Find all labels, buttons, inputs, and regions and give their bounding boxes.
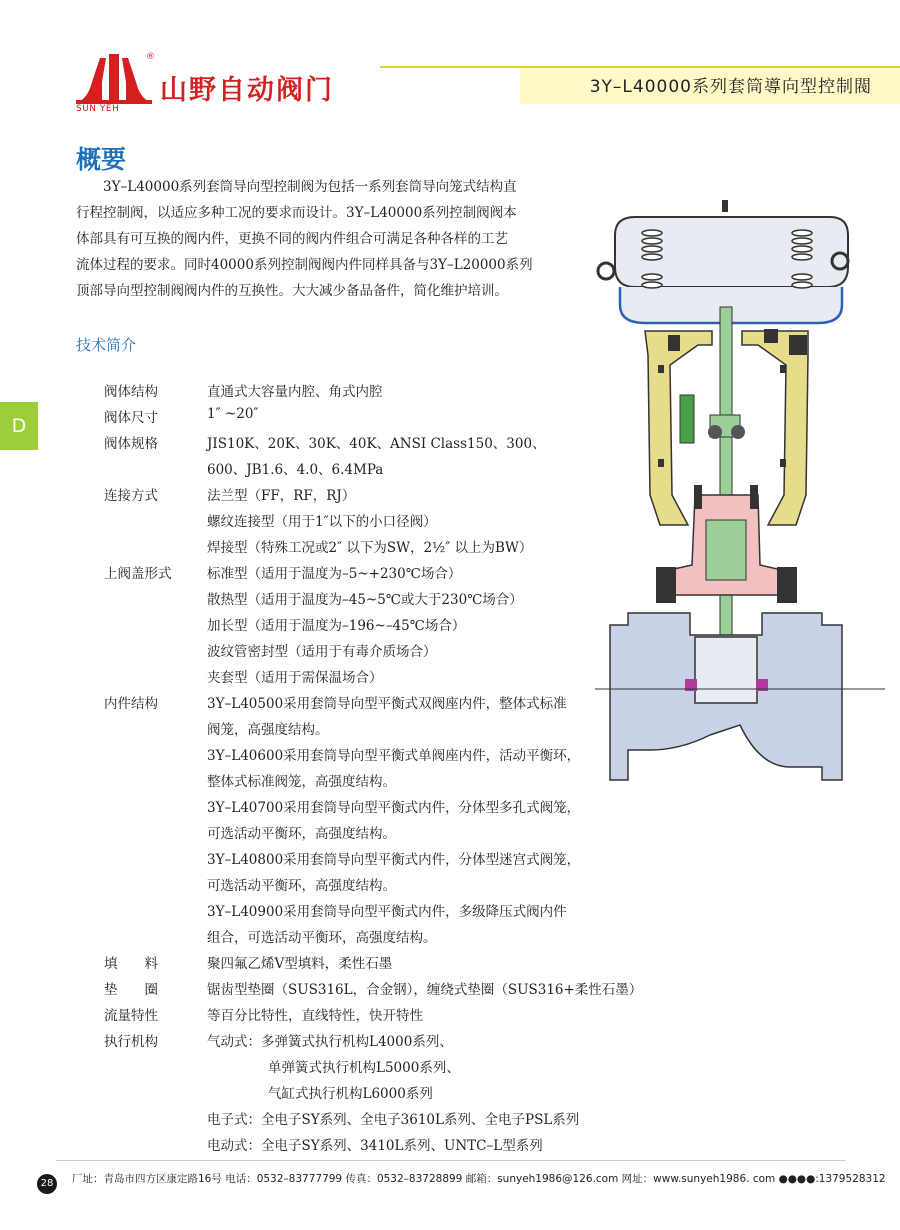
spec-value: 气缸式执行机构L6000系列 (268, 1086, 433, 1102)
spec-value: 3Y–L40500采用套筒导向型平衡式双阀座内件，整体式标准 (207, 696, 567, 712)
spring-left (642, 230, 662, 288)
spec-value: 锯齿型垫圈（SUS316L，合金钢），缠绕式垫圈（SUS316+柔性石墨） (207, 982, 643, 998)
spec-value: 阀笼，高强度结构。 (207, 722, 329, 738)
spec-row (0, 740, 640, 766)
spec-value: 波纹管密封型（适用于有毒介质场合） (207, 644, 437, 660)
valve-cage (695, 637, 757, 703)
spec-value: 电子式：全电子SY系列、全电子3610L系列、全电子PSL系列 (207, 1112, 580, 1128)
spec-row (0, 1000, 640, 1026)
page-header (0, 0, 900, 125)
lifting-eye-left (598, 263, 614, 279)
spec-value: 组合，可选活动平衡环，高强度结构。 (207, 930, 437, 946)
spec-row (0, 506, 640, 532)
spec-value: 3Y–L40800采用套筒导向型平衡式内件，分体型迷宫式阀笼， (207, 852, 581, 868)
spec-value: 法兰型（FF，RF，RJ） (207, 488, 356, 504)
spec-row (0, 610, 640, 636)
spec-value: 加长型（适用于温度为–196~–45℃场合） (207, 618, 466, 634)
spec-label: 阀体规格 (104, 436, 158, 452)
spec-row (0, 532, 640, 558)
overview-title: 概要 (76, 145, 127, 174)
spec-row (0, 844, 640, 870)
overview-line: 体部具有可互换的阀内件，更换不同的阀内件组合可满足各种各样的工艺 (76, 231, 508, 247)
spec-value: 1″ ~20″ (207, 406, 259, 422)
spec-label: 流量特性 (104, 1008, 158, 1024)
spec-value: 600、JB1.6、4.0、6.4MPa (207, 462, 384, 478)
spec-row (0, 766, 640, 792)
page-number: 28 (37, 1174, 57, 1194)
spec-row (0, 558, 640, 584)
spec-label: 阀体结构 (104, 384, 158, 400)
sun-yeh-logo-icon (74, 52, 154, 107)
spec-row (0, 870, 640, 896)
spec-value: 标准型（适用于温度为–5~+230℃场合） (207, 566, 462, 582)
spec-label: 阀体尺寸 (104, 410, 158, 426)
spec-value: 等百分比特性，直线特性，快开特性 (207, 1008, 423, 1024)
spec-value: 整体式标准阀笼，高强度结构。 (207, 774, 396, 790)
spec-row (0, 714, 640, 740)
product-series-title: 3Y–L40000系列套筒導向型控制閥 (589, 77, 872, 97)
spec-label: 内件结构 (104, 696, 158, 712)
spec-value: 散热型（适用于温度为–45~5℃或大于230℃场合） (207, 592, 523, 608)
spec-label: 连接方式 (104, 488, 158, 504)
spec-row (0, 948, 640, 974)
spec-row (0, 792, 640, 818)
brand-name: 山野自动阀门 (160, 75, 334, 106)
spec-value: 可选活动平衡环，高强度结构。 (207, 826, 396, 842)
overview-line: 流体过程的要求。同时40000系列控制阀阀内件同样具备与3Y–L20000系列 (76, 257, 533, 273)
spec-label: 填 料 (104, 956, 158, 972)
overview-line: 顶部导向型控制阀阀内件的互换性。大大减少备品备件，简化维护培训。 (76, 283, 508, 299)
spec-value: 3Y–L40700采用套筒导向型平衡式内件，分体型多孔式阀笼， (207, 800, 581, 816)
spec-value: 单弹簧式执行机构L5000系列、 (268, 1060, 460, 1076)
spec-value: 螺纹连接型（用于1″以下的小口径阀） (207, 514, 437, 530)
spec-row (0, 402, 640, 428)
registered-mark: ® (146, 52, 155, 62)
spec-row (0, 662, 640, 688)
spec-row (0, 1104, 640, 1130)
valve-cross-section-diagram (590, 195, 890, 785)
spring-right (792, 230, 812, 288)
spec-value: JIS10K、20K、30K、40K、ANSI Class150、300、 (207, 436, 546, 452)
spec-row (0, 818, 640, 844)
spec-label: 上阀盖形式 (104, 566, 172, 582)
overview-line: 3Y–L40000系列套筒导向型控制阀为包括一系列套筒导向笼式结构直 (103, 179, 517, 195)
stroke-indicator (680, 395, 694, 443)
spec-row (0, 1026, 640, 1052)
spec-row (0, 896, 640, 922)
spec-row (0, 1078, 640, 1104)
overview-text (76, 174, 586, 304)
spec-label: 执行机构 (104, 1034, 158, 1050)
spec-value: 直通式大容量内腔、角式内腔 (207, 384, 383, 400)
overview-line: 行程控制阀，以适应多种工况的要求而设计。3Y–L40000系列控制阀阀本 (76, 205, 517, 221)
spec-row (0, 636, 640, 662)
spec-row (0, 922, 640, 948)
spec-value: 3Y–L40900采用套筒导向型平衡式内件，多级降压式阀内件 (207, 904, 567, 920)
spec-value: 电动式：全电子SY系列、3410L系列、UNTC–L型系列 (207, 1138, 543, 1154)
spec-row (0, 584, 640, 610)
spec-row (0, 1130, 640, 1156)
brand-name-en: SUN YEH (76, 104, 120, 114)
spec-row (0, 454, 640, 480)
spec-row (0, 428, 640, 454)
footer-rule (56, 1160, 846, 1161)
spec-value: 聚四氟乙烯V型填料，柔性石墨 (207, 956, 393, 972)
section-tab: D (0, 402, 38, 450)
footer-contact: 厂址：青岛市四方区康定路16号 电话：0532–83777799 传真：0532–83728899 邮箱：sunyeh1986@126.com 网址：www.sunyeh1986. com ●●●●:1379528312 (72, 1173, 886, 1185)
spec-value: 3Y–L40600采用套筒导向型平衡式单阀座内件，活动平衡环， (207, 748, 581, 764)
spec-row (0, 974, 643, 1000)
spec-value: 夹套型（适用于需保温场合） (207, 670, 383, 686)
spec-row (0, 376, 640, 402)
spec-value: 焊接型（特殊工况或2″ 以下为SW，2½″ 以上为BW） (207, 540, 533, 556)
spec-row (0, 1052, 640, 1078)
tech-title: 技术简介 (76, 336, 137, 354)
spec-table (0, 376, 643, 1156)
spec-row (0, 480, 640, 506)
spec-value: 气动式：多弹簧式执行机构L4000系列、 (207, 1034, 453, 1050)
spec-row (0, 688, 640, 714)
spec-value: 可选活动平衡环，高强度结构。 (207, 878, 396, 894)
spec-label: 垫 圈 (104, 982, 158, 998)
